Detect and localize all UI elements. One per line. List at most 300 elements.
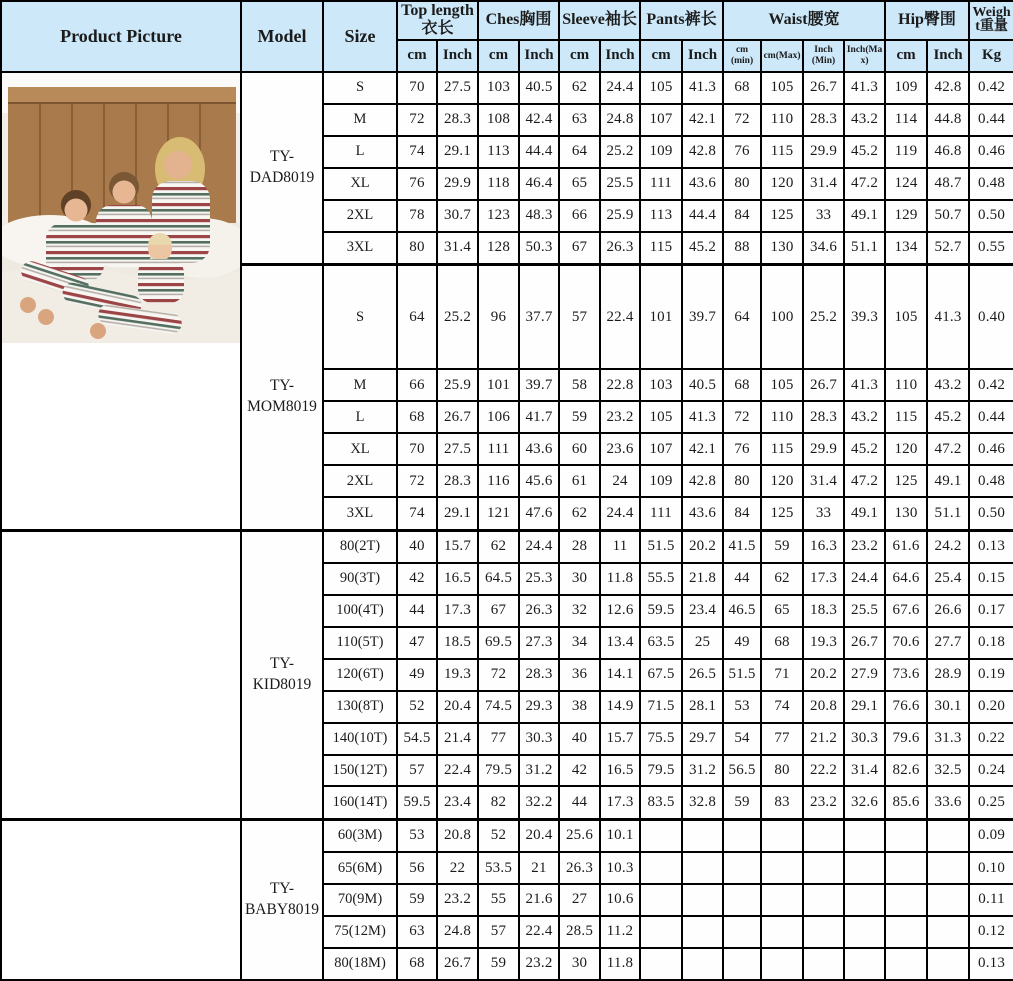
value-cell: 96 [478,264,519,369]
value-cell: 16.5 [600,755,640,787]
value-cell: 40 [397,530,437,563]
value-cell: 31.4 [803,465,844,497]
value-cell: 19.3 [803,627,844,659]
value-cell: 28.3 [519,659,559,691]
value-cell: 115 [761,433,803,465]
value-cell: 55.5 [640,563,682,595]
value-cell: 29.9 [803,433,844,465]
value-cell: 42.8 [927,72,969,104]
value-cell [803,884,844,916]
value-cell [723,884,761,916]
value-cell: 60 [559,433,600,465]
value-cell: 42 [559,755,600,787]
value-cell: 84 [723,200,761,232]
value-cell: 20.4 [437,691,478,723]
value-cell: 49.1 [844,497,885,530]
value-cell: 101 [640,264,682,369]
value-cell: 64.5 [478,563,519,595]
value-cell: 26.5 [682,659,723,691]
value-cell: 20.2 [682,530,723,563]
value-cell: 28.9 [927,659,969,691]
value-cell: 75.5 [640,723,682,755]
value-cell: 110 [761,401,803,433]
value-cell: 64.6 [885,563,927,595]
value-cell [885,948,927,980]
value-cell: 39.3 [844,264,885,369]
value-cell: 26.3 [600,232,640,265]
value-cell: 123 [478,200,519,232]
picture-cell-empty [1,819,241,980]
value-cell: 47.2 [844,465,885,497]
value-cell [885,819,927,852]
size-cell: 130(8T) [323,691,397,723]
value-cell: 0.22 [969,723,1013,755]
value-cell: 20.8 [803,691,844,723]
value-cell: 0.13 [969,948,1013,980]
size-cell: S [323,72,397,104]
value-cell: 48.7 [927,168,969,200]
value-cell: 0.44 [969,104,1013,136]
value-cell: 25.2 [600,136,640,168]
value-cell: 0.10 [969,852,1013,884]
column-group-header: Pants裤长 [640,1,723,40]
value-cell: 12.6 [600,595,640,627]
value-cell: 22.8 [600,369,640,401]
value-cell [844,884,885,916]
product-photo-cell [1,72,241,530]
value-cell: 59 [478,948,519,980]
value-cell [723,948,761,980]
value-cell: 33.6 [927,786,969,819]
value-cell: 33 [803,200,844,232]
unit-header: Inch [600,40,640,72]
column-header-product-picture: Product Picture [1,1,241,72]
value-cell: 88 [723,232,761,265]
value-cell: 28.5 [559,916,600,948]
value-cell: 68 [723,369,761,401]
value-cell: 16.5 [437,563,478,595]
value-cell: 43.6 [682,168,723,200]
value-cell: 64 [397,264,437,369]
value-cell: 24.8 [600,104,640,136]
unit-header: Inch [519,40,559,72]
value-cell [640,819,682,852]
value-cell: 23.2 [519,948,559,980]
value-cell: 80 [723,168,761,200]
value-cell: 0.17 [969,595,1013,627]
value-cell: 28.3 [437,465,478,497]
value-cell: 62 [761,563,803,595]
value-cell: 0.44 [969,401,1013,433]
value-cell: 103 [640,369,682,401]
value-cell: 29.1 [844,691,885,723]
column-header-size: Size [323,1,397,72]
table-row [1,530,1013,563]
value-cell: 20.8 [437,819,478,852]
value-cell: 65 [559,168,600,200]
value-cell: 51.5 [640,530,682,563]
unit-header: cm (min) [723,40,761,72]
value-cell: 25 [682,627,723,659]
value-cell: 23.4 [682,595,723,627]
value-cell: 43.6 [519,433,559,465]
unit-header: Inch(Max) [844,40,885,72]
value-cell: 11 [600,530,640,563]
size-cell: 80(18M) [323,948,397,980]
value-cell: 107 [640,104,682,136]
value-cell: 51.1 [844,232,885,265]
value-cell: 46.8 [927,136,969,168]
value-cell: 0.20 [969,691,1013,723]
value-cell: 47.6 [519,497,559,530]
unit-header: Inch [927,40,969,72]
value-cell [761,916,803,948]
value-cell: 107 [640,433,682,465]
value-cell: 13.4 [600,627,640,659]
value-cell: 46.5 [723,595,761,627]
value-cell: 114 [885,104,927,136]
value-cell: 58 [559,369,600,401]
value-cell: 83.5 [640,786,682,819]
size-cell: M [323,369,397,401]
value-cell: 44.8 [927,104,969,136]
value-cell: 55 [478,884,519,916]
value-cell: 0.15 [969,563,1013,595]
size-cell: 3XL [323,497,397,530]
size-cell: 80(2T) [323,530,397,563]
value-cell: 80 [397,232,437,265]
value-cell: 121 [478,497,519,530]
unit-header: Inch [437,40,478,72]
value-cell: 80 [761,755,803,787]
value-cell: 44 [723,563,761,595]
value-cell: 28.1 [682,691,723,723]
value-cell: 51.5 [723,659,761,691]
value-cell: 31.4 [803,168,844,200]
value-cell: 33 [803,497,844,530]
value-cell: 111 [640,168,682,200]
value-cell: 32.2 [519,786,559,819]
value-cell: 29.1 [437,136,478,168]
value-cell: 31.3 [927,723,969,755]
value-cell [927,916,969,948]
value-cell: 21.8 [682,563,723,595]
unit-header: cm [478,40,519,72]
value-cell: 134 [885,232,927,265]
value-cell: 52 [397,691,437,723]
value-cell: 26.7 [437,948,478,980]
column-group-header: Ches胸围 [478,1,559,40]
unit-header: cm [559,40,600,72]
value-cell: 24 [600,465,640,497]
value-cell: 105 [640,401,682,433]
value-cell: 42.8 [682,136,723,168]
value-cell: 119 [885,136,927,168]
size-cell: 3XL [323,232,397,265]
value-cell [640,884,682,916]
value-cell: 59 [559,401,600,433]
value-cell [682,884,723,916]
value-cell: 118 [478,168,519,200]
value-cell: 41.3 [927,264,969,369]
value-cell: 63 [559,104,600,136]
value-cell: 26.3 [519,595,559,627]
column-group-header: Sleeve袖长 [559,1,640,40]
value-cell: 64 [723,264,761,369]
value-cell: 27.7 [927,627,969,659]
header-row-groups [1,1,1013,40]
value-cell: 68 [761,627,803,659]
value-cell: 29.1 [437,497,478,530]
value-cell: 36 [559,659,600,691]
value-cell: 42.1 [682,104,723,136]
value-cell: 63.5 [640,627,682,659]
value-cell: 110 [761,104,803,136]
value-cell: 0.40 [969,264,1013,369]
value-cell: 120 [761,168,803,200]
value-cell: 120 [761,465,803,497]
size-cell: 120(6T) [323,659,397,691]
value-cell: 44.4 [682,200,723,232]
unit-header: Inch [682,40,723,72]
value-cell: 125 [761,200,803,232]
size-cell: XL [323,168,397,200]
value-cell: 25.6 [559,819,600,852]
value-cell: 24.2 [927,530,969,563]
value-cell: 41.3 [844,369,885,401]
value-cell: 105 [761,72,803,104]
column-group-header: Waist腰宽 [723,1,885,40]
value-cell [927,948,969,980]
value-cell: 0.19 [969,659,1013,691]
value-cell: 22.2 [803,755,844,787]
value-cell: 0.50 [969,497,1013,530]
value-cell: 100 [761,264,803,369]
value-cell: 47.2 [844,168,885,200]
value-cell: 14.1 [600,659,640,691]
value-cell [640,948,682,980]
value-cell: 65 [761,595,803,627]
value-cell: 22.4 [437,755,478,787]
value-cell [803,852,844,884]
value-cell [640,916,682,948]
value-cell: 10.1 [600,819,640,852]
value-cell: 53 [723,691,761,723]
model-cell: TY-DAD8019 [241,72,323,265]
value-cell: 115 [885,401,927,433]
value-cell: 28.3 [803,401,844,433]
value-cell: 113 [640,200,682,232]
value-cell: 72 [397,465,437,497]
value-cell: 0.24 [969,755,1013,787]
size-cell: 160(14T) [323,786,397,819]
size-cell: 140(10T) [323,723,397,755]
value-cell: 32.8 [682,786,723,819]
value-cell: 29.7 [682,723,723,755]
model-cell: TY-MOM8019 [241,264,323,530]
picture-cell-empty [1,530,241,819]
size-cell: XL [323,433,397,465]
value-cell: 23.2 [844,530,885,563]
value-cell: 77 [478,723,519,755]
value-cell: 21.6 [519,884,559,916]
value-cell: 49 [723,627,761,659]
value-cell [723,916,761,948]
value-cell: 47.2 [927,433,969,465]
size-cell: 75(12M) [323,916,397,948]
value-cell: 82.6 [885,755,927,787]
value-cell: 25.5 [844,595,885,627]
value-cell [723,852,761,884]
value-cell: 30.1 [927,691,969,723]
value-cell: 62 [478,530,519,563]
value-cell: 82 [478,786,519,819]
value-cell: 11.2 [600,916,640,948]
value-cell: 129 [885,200,927,232]
value-cell: 20.4 [519,819,559,852]
value-cell: 72 [723,401,761,433]
value-cell: 50.7 [927,200,969,232]
value-cell: 105 [640,72,682,104]
value-cell: 24.4 [519,530,559,563]
value-cell: 113 [478,136,519,168]
value-cell: 31.4 [437,232,478,265]
value-cell: 45.2 [927,401,969,433]
value-cell: 49 [397,659,437,691]
value-cell: 70.6 [885,627,927,659]
value-cell: 130 [761,232,803,265]
value-cell: 59 [397,884,437,916]
value-cell: 0.13 [969,530,1013,563]
value-cell: 40.5 [682,369,723,401]
value-cell [803,948,844,980]
value-cell: 62 [559,497,600,530]
value-cell: 26.7 [844,627,885,659]
value-cell: 30 [559,563,600,595]
value-cell: 59.5 [640,595,682,627]
value-cell: 76.6 [885,691,927,723]
value-cell: 67.6 [885,595,927,627]
value-cell [803,819,844,852]
value-cell: 70 [397,433,437,465]
unit-header: cm(Max) [761,40,803,72]
value-cell: 31.2 [519,755,559,787]
value-cell: 71.5 [640,691,682,723]
value-cell: 11.8 [600,563,640,595]
value-cell [682,916,723,948]
value-cell: 28.3 [437,104,478,136]
value-cell: 26.7 [803,369,844,401]
value-cell: 17.3 [437,595,478,627]
value-cell: 77 [761,723,803,755]
value-cell: 24.4 [600,497,640,530]
value-cell: 28 [559,530,600,563]
table-body [1,72,1013,980]
value-cell: 0.42 [969,72,1013,104]
value-cell: 43.2 [927,369,969,401]
value-cell: 49.1 [927,465,969,497]
value-cell: 42 [397,563,437,595]
value-cell [927,819,969,852]
value-cell: 47 [397,627,437,659]
value-cell: 68 [397,948,437,980]
value-cell: 44.4 [519,136,559,168]
value-cell: 15.7 [437,530,478,563]
value-cell: 64 [559,136,600,168]
value-cell: 128 [478,232,519,265]
value-cell: 125 [885,465,927,497]
value-cell: 42.1 [682,433,723,465]
value-cell: 30 [559,948,600,980]
value-cell: 105 [761,369,803,401]
value-cell: 111 [640,497,682,530]
size-cell: 70(9M) [323,884,397,916]
value-cell: 103 [478,72,519,104]
value-cell: 21.4 [437,723,478,755]
value-cell: 25.9 [600,200,640,232]
size-cell: 110(5T) [323,627,397,659]
value-cell: 17.3 [803,563,844,595]
value-cell: 41.7 [519,401,559,433]
value-cell [682,819,723,852]
value-cell: 41.3 [682,401,723,433]
value-cell: 76 [723,433,761,465]
value-cell: 23.6 [600,433,640,465]
value-cell: 72 [723,104,761,136]
value-cell: 23.2 [437,884,478,916]
value-cell: 0.42 [969,369,1013,401]
value-cell: 67.5 [640,659,682,691]
value-cell: 15.7 [600,723,640,755]
value-cell: 110 [885,369,927,401]
value-cell: 0.25 [969,786,1013,819]
value-cell: 30.7 [437,200,478,232]
value-cell: 108 [478,104,519,136]
value-cell: 109 [640,136,682,168]
value-cell: 17.3 [600,786,640,819]
value-cell: 0.46 [969,433,1013,465]
value-cell: 80 [723,465,761,497]
value-cell: 74.5 [478,691,519,723]
value-cell: 31.2 [682,755,723,787]
value-cell: 21.2 [803,723,844,755]
unit-header: cm [885,40,927,72]
value-cell: 124 [885,168,927,200]
value-cell: 116 [478,465,519,497]
value-cell: 106 [478,401,519,433]
value-cell: 43.2 [844,401,885,433]
value-cell: 0.11 [969,884,1013,916]
value-cell: 29.3 [519,691,559,723]
value-cell: 27.5 [437,433,478,465]
value-cell: 24.4 [844,563,885,595]
value-cell: 22 [437,852,478,884]
value-cell: 26.7 [803,72,844,104]
value-cell: 0.48 [969,168,1013,200]
value-cell: 25.9 [437,369,478,401]
value-cell: 57 [559,264,600,369]
value-cell: 57 [478,916,519,948]
column-header-model: Model [241,1,323,72]
size-cell: 150(12T) [323,755,397,787]
value-cell: 21 [519,852,559,884]
value-cell: 68 [397,401,437,433]
table-row [1,819,1013,852]
value-cell: 0.46 [969,136,1013,168]
value-cell: 27.3 [519,627,559,659]
value-cell: 74 [397,136,437,168]
value-cell: 23.4 [437,786,478,819]
